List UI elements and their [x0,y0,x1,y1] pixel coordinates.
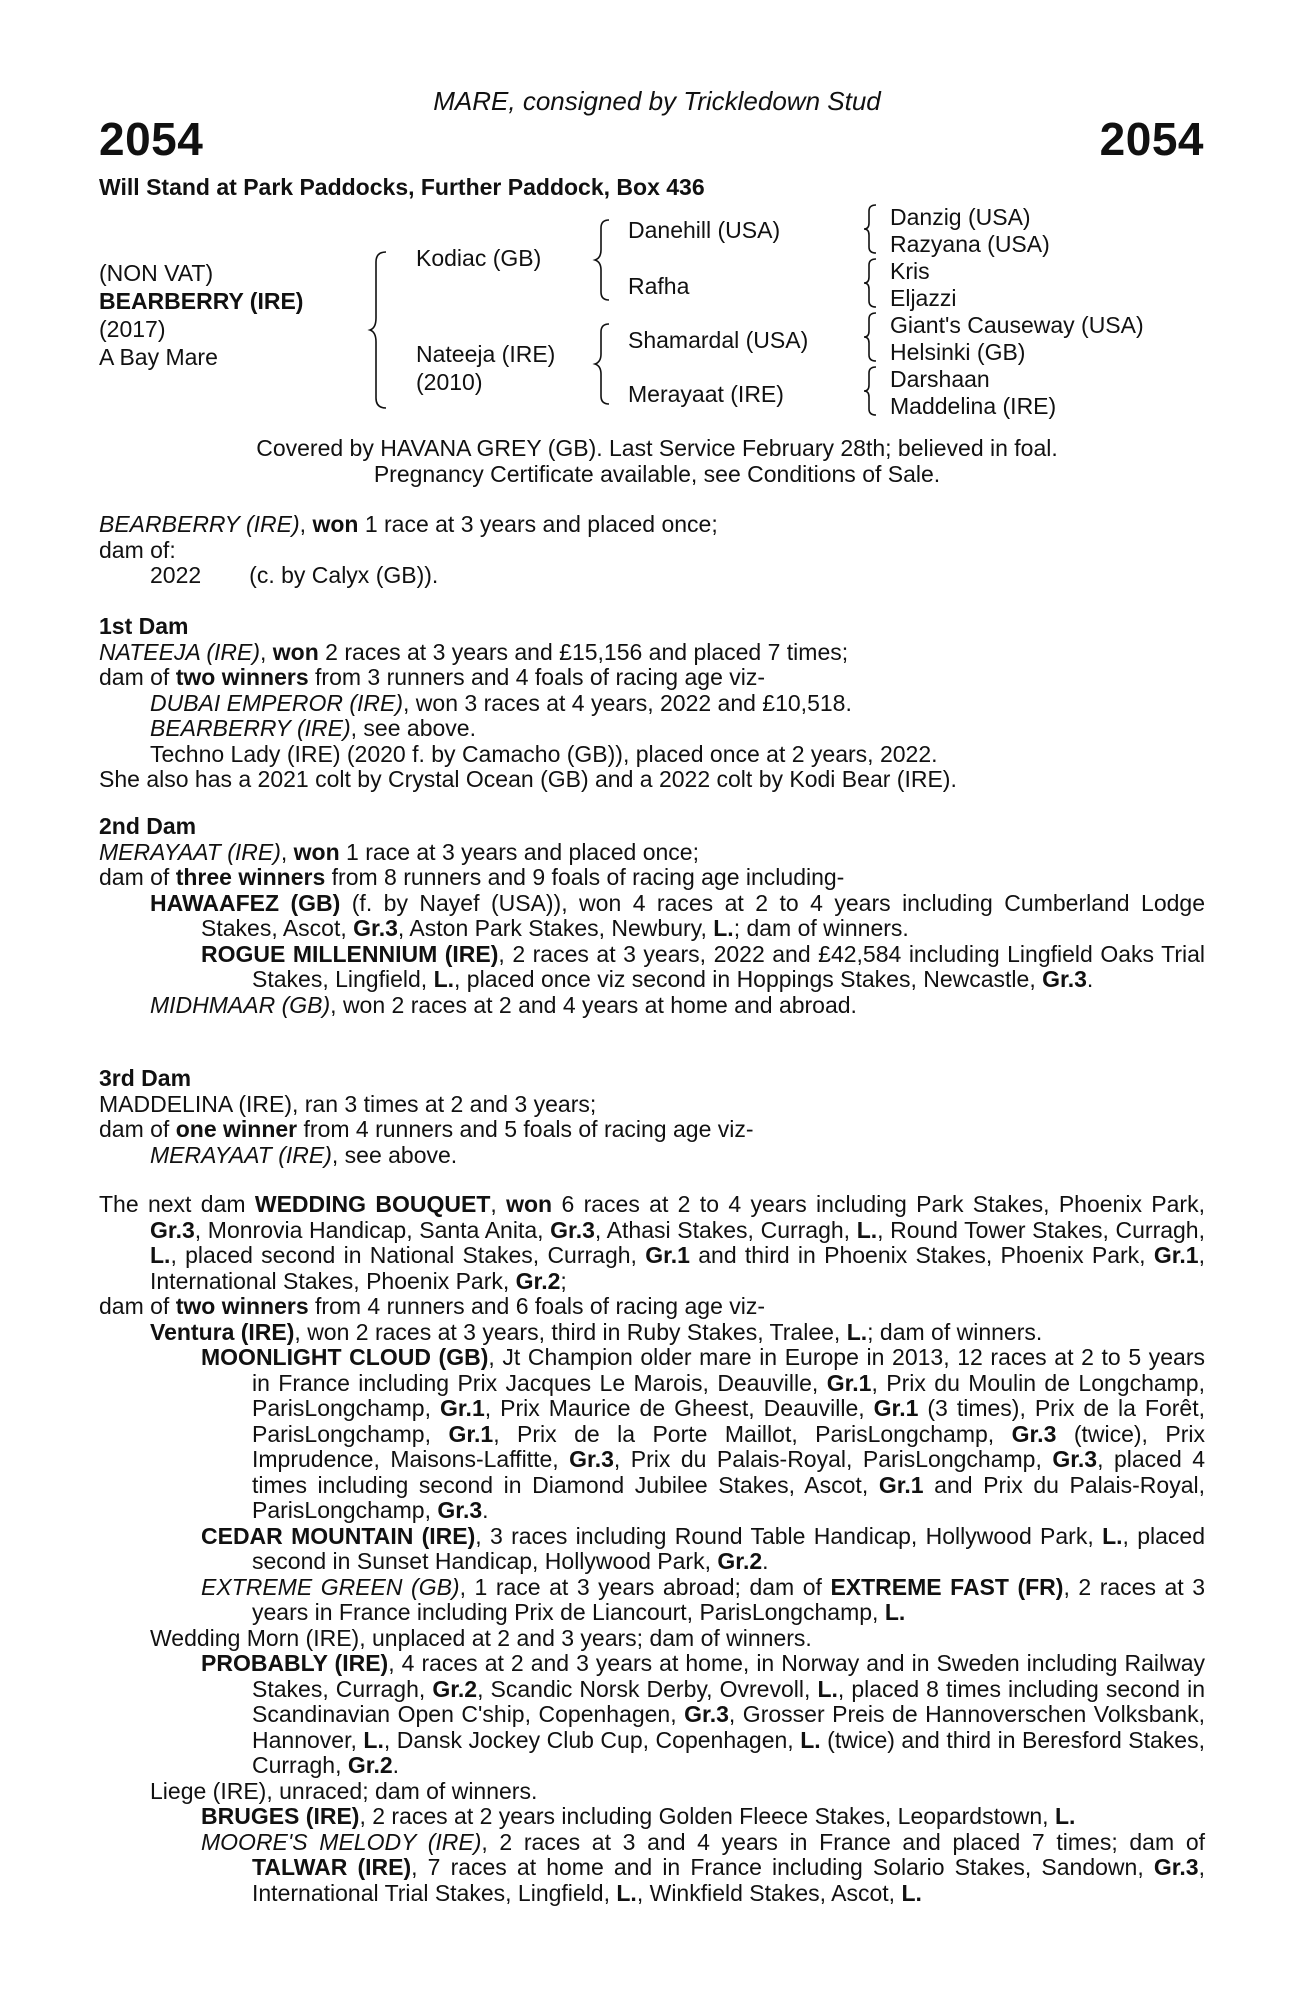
mc-g3: Gr.1 [873,1395,919,1421]
third-dam-damof-c: from 4 runners and 5 foals of racing age viz- [297,1116,754,1142]
next-dam-e: , placed second in National Stakes, Curragh, [170,1242,646,1268]
next-dam-section: The next dam WEDDING BOUQUET, won 6 races at 2 to 4 years including Park Stakes, Phoenix Park, Gr.3, Monrovia Handicap, Santa Anita, Gr.3, Athasi Stakes, Curragh, L., Round Tower Stakes, Curragh, L., placed second in National Stakes, Curragh, Gr.1 and third in Phoenix Stakes, Phoenix Park, Gr.1, International Stakes, Phoenix Park, Gr.2; dam of two winners from 4 runners and 6 foals of racing age viz- Ventura (IRE), won 2 races at 3 years, third in Ruby Stakes, Tralee, L.; dam of winners. MOONLIGHT CLOUD (GB), Jt Champion older mare in Europe in 2013, 12 races at 2 to 5 years in France including Prix Jacques Le Marois, Deauville, Gr.1, Prix du Moulin de Longchamp, ParisLongchamp, Gr.1, Prix Maurice de Gheest, Deauville, Gr.1 (3 times), Prix de la Forêt, ParisLongchamp, Gr.1, Prix de la Porte Maillot, ParisLongchamp, Gr.3 (twice), Prix Imprudence, Maisons-Laffitte, Gr.3, Prix du Palais-Royal, ParisLongchamp, Gr.3, placed 4 times including second in Diamond Jubilee Stakes, Ascot, Gr.1 and Prix du Palais-Royal, ParisLongchamp, Gr.3. CEDAR MOUNTAIN (IRE), 3 races including Round Table Handicap, Hollywood Park, L., placed second in Sunset Handicap, Hollywood Park, Gr.2. EXTREME GREEN (GB), 1 race at 3 years abroad; dam of EXTREME FAST (FR), 2 races at 3 years in France including Prix de Liancourt, ParisLongchamp, L. Wedding Morn (IRE), unplaced at 2 and 3 years; dam of winners. PROBABLY (IRE), 4 races at 2 and 3 years at home, in Norway and in Sweden including Railway Stakes, Curragh, Gr.2, Scandic Norsk Derby, Ovrevoll, L., placed 8 times including second in Scandinavian Open C'ship, Copenhagen, Gr.3, Grosser Preis de Hannoverschen Volksbank, Hannover, L., Dansk Jockey Club Cup, Copenhagen, L. (twice) and third in Beresford Stakes, Curragh, Gr.2. Liege (IRE), unraced; dam of winners. BRUGES (IRE), 2 races at 2 years including Golden Fleece Stakes, Leopardstown, L. MOORE'S MELODY (IRE), 2 races at 3 and 4 years in France and placed 7 times; dam of TALWAR (IRE), 7 races at home and in France including Solario Stakes, Sandown, Gr.3, International Trial Stakes, Lingfield, L., Winkfield Stakes, Ascot, L. [99,1191,1206,1906]
next-dam-g4: Gr.1 [1153,1242,1199,1268]
rogue-grade: Gr.3 [1042,966,1087,992]
eg-c: , 2 races at 3 years in France including Prix de Liancourt, ParisLongchamp, [252,1573,1205,1625]
consignment-line: MARE, consigned by Trickledown Stud [433,86,881,116]
first-dam-produce-2-rest: , see above. [350,715,476,741]
wedding-morn: Wedding Morn (IRE), unplaced at 2 and 3 years; dam of winners. [150,1624,812,1651]
ventura-a: , won 2 races at 3 years, third in Ruby Stakes, Tralee, [294,1318,847,1345]
grand-dam-3: Helsinki (GB) [890,339,1026,365]
sire-dam: Rafha [628,273,690,299]
cm-grade: Gr.2 [717,1548,763,1574]
mc-h: , placed 4 times including second in Diamond Jubilee Stakes, Ascot, [252,1446,1205,1498]
pedigree-bracket-3c [864,311,880,363]
mc-c: , Prix Maurice de Gheest, Deauville, [484,1395,874,1421]
next-dam-l2: L. [150,1242,171,1268]
next-dam-damof-c: from 4 runners and 6 foals of racing age viz- [308,1293,766,1319]
mc-g6: Gr.3 [569,1446,614,1472]
third-dam-line-1: MADDELINA (IRE), ran 3 times at 2 and 3 years; [99,1090,597,1117]
first-dam-produce-2: BEARBERRY (IRE) [150,715,351,741]
covering-line-2: Pregnancy Certificate available, see Conditions of Sale. [373,461,941,487]
bruges-name: BRUGES (IRE) [201,1803,360,1829]
extreme-green-name: EXTREME GREEN (GB) [201,1573,460,1600]
mc-b: , Prix du Moulin de Longchamp, ParisLongchamp, [252,1369,1205,1421]
next-dam-l1: L. [856,1216,878,1243]
next-dam-h: ; [560,1267,567,1294]
midhmaar-rest: , won 2 races at 2 and 4 years at home and abroad. [330,991,857,1018]
pr-e: , Dansk Jockey Club Cup, Copenhagen, [383,1726,801,1753]
mc-j: . [482,1497,489,1523]
pedigree-bracket-3a [864,203,880,255]
second-dam-name: MERAYAAT (IRE) [99,838,281,865]
next-dam-name: WEDDING BOUQUET [254,1191,491,1217]
pedigree-bracket-3b [864,257,880,309]
grand-sire-2: Kris [890,258,930,284]
first-dam-won: won [272,638,319,665]
cm-listed: L. [1102,1522,1123,1549]
ventura-name: Ventura (IRE) [150,1318,295,1345]
lot-number-left: 2054 [99,113,204,165]
produce-year: 2022 [150,562,202,588]
first-dam-rest: 2 races at 3 years and £15,156 and placed 7 times; [318,638,849,665]
ventura-b: ; dam of winners. [867,1318,1043,1345]
first-dam-heading: 1st Dam [99,613,189,639]
second-dam-rest: 1 race at 3 years and placed once; [339,838,699,865]
next-dam-g: , International Stakes, Phoenix Park, [150,1242,1205,1294]
first-dam-produce-1: DUBAI EMPEROR (IRE) [150,689,404,716]
mm-d: , International Trial Stakes, Lingfield, [252,1854,1205,1906]
hawaafez-a: (f. by Nayef (USA)), won 4 races at 2 to 4 years including Cumberland Lodge Stakes, Ascot, [201,889,1205,941]
mc-e: , Prix de la Porte Maillot, ParisLongchamp, [493,1420,1012,1447]
next-dam-c: , Athasi Stakes, Curragh, [594,1216,857,1243]
intro-won: won [312,511,359,537]
horse-year: (2017) [99,316,166,342]
next-dam-won: won [506,1191,553,1217]
pr-d: , Grosser Preis de Hannoverschen Volksbank, Hannover, [252,1701,1205,1753]
mm-e: , Winkfield Stakes, Ascot, [636,1879,902,1906]
grand-dam-1: Razyana (USA) [890,231,1050,257]
vat-status: (NON VAT) [99,260,214,286]
pr-g: . [392,1752,400,1778]
mc-g2: Gr.1 [439,1395,485,1421]
second-dam-section: 2nd Dam MERAYAAT (IRE), won 1 race at 3 years and placed once; dam of three winners from 8 runners and 9 foals of racing age including- HAWAAFEZ (GB) (f. by Nayef (USA)), won 4 races at 2 to 4 years including Cumberland Lodge Stakes, Ascot, Gr.3, Aston Park Stakes, Newbury, L.; dam of winners. ROGUE MILLENNIUM (IRE), 2 races at 3 years, 2022 and £42,584 including Lingfield Oaks Trial Stakes, Lingfield, L., placed once viz second in Hoppings Stakes, Newcastle, Gr.3. MIDHMAAR (GB), won 2 races at 2 and 4 years at home and abroad. [99,813,1205,1018]
next-dam-g2: Gr.3 [550,1216,595,1243]
dam-name: Nateeja (IRE) [416,341,556,367]
mc-g: , Prix du Palais-Royal, ParisLongchamp, [613,1446,1053,1472]
produce-desc: (c. by Calyx (GB)). [249,562,439,588]
midhmaar-name: MIDHMAAR (GB) [150,991,331,1018]
lot-number-right: 2054 [1099,113,1204,165]
rogue-b: , placed once viz second in Hoppings Stakes, Newcastle, [454,966,1043,992]
mm-l2: L. [901,1879,922,1906]
probably-name: PROBABLY (IRE) [201,1650,389,1676]
pr-g1: Gr.2 [432,1675,478,1702]
pr-a: , 4 races at 2 and 3 years at home, in Norway and in Sweden including Railway Stakes, Curragh, [252,1650,1205,1702]
dam-sire: Shamardal (USA) [628,327,809,353]
ventura-listed: L. [846,1318,868,1345]
liege: Liege (IRE), unraced; dam of winners. [150,1777,538,1804]
next-dam-f: and third in Phoenix Stakes, Phoenix Park, [689,1242,1154,1268]
cm-c: . [762,1548,769,1574]
extreme-fast-name: EXTREME FAST (FR) [830,1573,1064,1600]
horse-identity [99,259,303,371]
intro-rest: 1 race at 3 years and placed once; [358,511,718,537]
next-dam-damof-b: two winners [175,1293,309,1319]
mc-g7: Gr.3 [1052,1446,1098,1472]
next-dam-g5: Gr.2 [515,1267,561,1294]
horse-name: BEARBERRY (IRE) [99,288,304,314]
mc-g8: Gr.1 [878,1471,924,1498]
mc-g1: Gr.1 [826,1369,872,1396]
first-dam-section: 1st Dam NATEEJA (IRE), won 2 races at 3 years and £15,156 and placed 7 times; dam of two winners from 3 runners and 4 foals of racing age viz- DUBAI EMPEROR (IRE), won 3 races at 4 years, 2022 and £10,518. BEARBERRY (IRE), see above. Techno Lady (IRE) (2020 f. by Camacho (GB)), placed once at 2 years, 2022. She also has a 2021 colt by Crystal Ocean (GB) and a 2022 colt by Kodi Bear (IRE). [99,614,1205,793]
mm-a: , 2 races at 3 and 4 years in France and placed 7 times; dam of [481,1828,1205,1855]
second-dam-damof-c: from 8 runners and 9 foals of racing age including- [325,864,845,890]
hawaafez-listed: L. [713,915,734,941]
hawaafez-c: ; dam of winners. [733,915,909,941]
hawaafez-name: HAWAAFEZ (GB) [150,889,341,916]
covering-line-1: Covered by HAVANA GREY (GB). Last Service February 28th; believed in foal. [256,435,1058,461]
third-dam-section [99,1066,1205,1168]
second-dam-damof-a: dam of [99,864,176,890]
rogue-listed: L. [433,966,455,992]
talwar-name: TALWAR (IRE) [252,1854,412,1880]
grand-dam-2: Eljazzi [890,285,957,311]
grand-sire-3: Giant's Causeway (USA) [890,312,1144,338]
mc-d: (3 times), Prix de la Forêt, ParisLongchamp, [252,1395,1205,1447]
dam-year: (2010) [416,369,483,395]
covering-note [0,435,1314,487]
rogue-a: , 2 races at 3 years, 2022 and £42,584 including Lingfield Oaks Trial Stakes, Lingfield, [252,940,1205,992]
grand-sire-4: Darshaan [890,366,990,392]
stand-location: Will Stand at Park Paddocks, Further Paddock, Box 436 [99,174,705,200]
pr-f: (twice) and third in Beresford Stakes, Curragh, [252,1726,1205,1778]
first-dam-produce-1-rest: , won 3 races at 4 years, 2022 and £10,518. [403,689,852,716]
third-dam-heading: 3rd Dam [99,1065,192,1091]
third-dam-produce-1: MERAYAAT (IRE) [150,1141,332,1168]
rogue-c: . [1086,966,1094,992]
mc-i: and Prix du Palais-Royal, ParisLongchamp, [252,1471,1205,1523]
hawaafez-b: , Aston Park Stakes, Newbury, [397,915,714,941]
third-dam-produce-1-rest: , see above. [331,1141,458,1168]
mc-g5: Gr.3 [1011,1420,1057,1447]
mc-a: , Jt Champion older mare in Europe in 2013, 12 races at 2 to 5 years in France including Prix Jacques Le Marois, Deauville, [252,1344,1205,1396]
next-dam-damof-a: dam of [99,1293,176,1319]
mm-l1: L. [616,1879,637,1906]
pr-l3: L. [800,1726,821,1753]
grand-dam-4: Maddelina (IRE) [890,393,1057,419]
rogue-millennium-name: ROGUE MILLENNIUM (IRE) [201,940,499,967]
second-dam-won: won [293,838,340,865]
first-dam-damof-b: two winners [175,664,309,690]
sire-sire: Danehill (USA) [628,217,781,243]
pr-g3: Gr.2 [347,1752,393,1778]
intro-dam-of: dam of: [99,536,176,563]
horse-description: A Bay Mare [99,344,218,370]
intro-section: BEARBERRY (IRE), won 1 race at 3 years and placed once; dam of: 2022 (c. by Calyx (GB)). [99,512,1205,589]
br-a: , 2 races at 2 years including Golden Fleece Stakes, Leopardstown, [359,1803,1055,1829]
cedar-mountain-name: CEDAR MOUNTAIN (IRE) [201,1522,476,1549]
moonlight-cloud-name: MOONLIGHT CLOUD (GB) [201,1344,489,1370]
hawaafez-grade: Gr.3 [353,915,398,941]
next-dam-lead: The next dam [99,1191,255,1217]
next-dam-g1: Gr.3 [150,1216,195,1243]
br-listed: L. [1054,1803,1076,1829]
next-dam-b: , Monrovia Handicap, Santa Anita, [194,1216,551,1243]
sire-name: Kodiac (GB) [416,245,542,271]
first-dam-name: NATEEJA (IRE) [99,638,261,665]
pedigree-bracket-1 [372,250,392,410]
second-dam-heading: 2nd Dam [99,813,197,839]
intro-name: BEARBERRY (IRE) [99,511,300,537]
mm-g1: Gr.3 [1153,1854,1199,1880]
third-dam-damof-a: dam of [99,1116,176,1142]
mc-g9: Gr.3 [437,1497,483,1523]
first-dam-also: She also has a 2021 colt by Crystal Ocean (GB) and a 2022 colt by Kodi Bear (IRE). [99,766,957,792]
first-dam-damof-c: from 3 runners and 4 foals of racing age viz- [308,664,766,690]
pedigree-bracket-2a [597,218,617,302]
next-dam-a: 6 races at 2 to 4 years including Park Stakes, Phoenix Park, [552,1191,1205,1217]
second-dam-damof-b: three winners [175,864,326,890]
eg-listed: L. [884,1599,906,1625]
mc-g4: Gr.1 [448,1420,494,1447]
first-dam-produce-3: Techno Lady (IRE) (2020 f. by Camacho (GB)), placed once at 2 years, 2022. [150,740,938,767]
pedigree-bracket-2b [597,322,617,406]
cm-b: , placed second in Sunset Handicap, Hollywood Park, [252,1522,1205,1574]
mc-f: (twice), Prix Imprudence, Maisons-Laffitte, [252,1420,1205,1472]
mm-c: , 7 races at home and in France including Solario Stakes, Sandown, [411,1854,1154,1880]
dam-dam: Merayaat (IRE) [628,381,784,407]
pr-c: , placed 8 times including second in Scandinavian Open C'ship, Copenhagen, [252,1675,1206,1727]
eg-a: , 1 race at 3 years abroad; dam of [459,1573,831,1600]
pr-g2: Gr.3 [684,1701,729,1727]
next-dam-g3: Gr.1 [645,1242,690,1268]
third-dam-damof-b: one winner [175,1116,298,1142]
moores-melody-name: MOORE'S MELODY (IRE) [201,1828,482,1855]
first-dam-damof-a: dam of [99,664,176,690]
grand-sire-1: Danzig (USA) [890,204,1031,230]
pedigree-bracket-3d [864,365,880,417]
pr-l1: L. [817,1675,838,1702]
cm-a: , 3 races including Round Table Handicap, Hollywood Park, [475,1522,1103,1549]
pr-b: , Scandic Norsk Derby, Ovrevoll, [477,1675,818,1702]
pr-l2: L. [363,1726,384,1753]
next-dam-d: , Round Tower Stakes, Curragh, [877,1216,1205,1243]
